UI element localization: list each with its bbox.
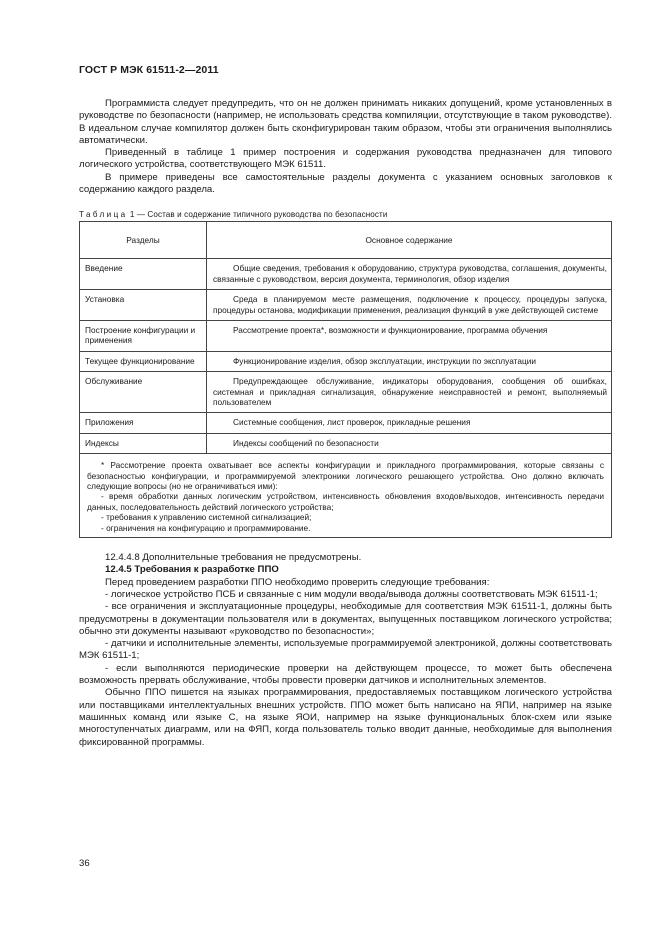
page-number: 36 — [79, 858, 90, 869]
requirement-item: - если выполняются периодические проверки на действующем процессе, то может быть обеспечена возможность прервать обслуживание, чтобы провести проверки датчиков и исполнительных элементов. — [79, 662, 612, 687]
table-header-row — [80, 222, 612, 259]
row-section: Обслуживание — [80, 372, 207, 413]
row-content — [207, 372, 612, 413]
table-note-row — [80, 454, 612, 538]
table-row — [80, 351, 612, 371]
column-header-sections: Разделы — [80, 222, 207, 259]
closing-paragraph: Обычно ППО пишется на языках программирования, предоставляемых поставщиком логического устройства или поставщиками интеллектуальных внешних устройств. ППО может быть написано на ЯПИ, например на языке машинных команд или языке С, на языке ЯОИ, например на языке функциональных блок-схем или языке многоступенчатых диаграмм, или на ФЯП, когда пользователь только вводит данные, необходимые для выполнения фиксированной программы. — [79, 687, 612, 748]
document-page — [79, 64, 612, 749]
row-content-text: Среда в планируемом месте размещения, подключение к процессу, процедуры запуска, процедуры останова, модификации применения, реализация функций в уже действующей системе — [213, 294, 607, 315]
row-content-text: Предупреждающее обслуживание, индикаторы оборудования, сообщения об ошибках, системная и прикладная сигнализация, обнаружение неисправностей и ремонт, выполняемый пользователем — [213, 376, 607, 408]
row-content — [207, 259, 612, 290]
row-section: Установка — [80, 290, 207, 321]
footnote-item: - ограничения на конфигурацию и программирование. — [101, 522, 311, 533]
requirement-item: - все ограничения и эксплуатационные процедуры, необходимые для соответствия МЭК 61511-1, должны быть предусмотрены в документации пользователя или в документах, выпущенных поставщиком логического устройства; обычно эти документы называют «руководство по безопасности»; — [79, 601, 612, 637]
requirements-intro: Перед проведением разработки ППО необходимо проверить следующие требования: — [105, 576, 490, 588]
section-12-4-5 — [79, 552, 612, 749]
table-caption-prefix: Таблица — [79, 210, 128, 220]
row-content — [207, 413, 612, 433]
row-content — [207, 321, 612, 352]
table-row — [80, 372, 612, 413]
intro-paragraph-2: Приведенный в таблице 1 пример построения и содержания руководства предназначен для типового логического устройства, соответствующего МЭК 61511. — [79, 147, 612, 171]
row-section: Индексы — [80, 433, 207, 453]
table-row — [80, 413, 612, 433]
footnote-text: * Рассмотрение проекта охватывает все аспекты конфигурации и прикладного программирования, которые связаны с безопасностью конфигурации, и программируемой электроники логического решающего устройства. Оно должно включать следующие вопросы (но не ограничиваться ими): — [87, 460, 604, 492]
table-row — [80, 290, 612, 321]
intro-paragraph-1: Программиста следует предупредить, что он не должен принимать никаких допущений, кроме установленных в руководстве по безопасности (например, не использовать средства компиляции, отсутствующие в таком руководстве). В идеальном случае компилятор должен быть сконфигурирован таким образом, чтобы эти ограничения выполнялись автоматически. — [79, 98, 612, 146]
row-content-text: Индексы сообщений по безопасности — [233, 437, 379, 448]
column-header-content: Основное содержание — [207, 222, 612, 259]
row-content — [207, 433, 612, 453]
table-row — [80, 433, 612, 453]
footnote-item: - время обработки данных логическим устройством, интенсивность обновления входов/выходов, интенсивность передачи данных, последовательность действий логического устройства; — [87, 491, 604, 512]
clause-heading-12-4-5: 12.4.5 Требования к разработке ППО — [105, 564, 279, 576]
requirement-item: - логическое устройство ПСБ и связанные с ним модули ввода/вывода должны соответствовать МЭК 61511-1; — [105, 588, 598, 600]
row-section: Введение — [80, 259, 207, 290]
row-section: Приложения — [80, 413, 207, 433]
table-row — [80, 321, 612, 352]
row-content — [207, 351, 612, 371]
document-header: ГОСТ Р МЭК 61511-2—2011 — [79, 64, 219, 76]
requirement-item: - датчики и исполнительные элементы, используемые программируемой электроникой, должны соответствовать МЭК 61511-1; — [79, 638, 612, 662]
row-content-text: Рассмотрение проекта*, возможности и функционирование, программа обучения — [233, 325, 548, 335]
table-row — [80, 259, 612, 290]
table-footnote — [80, 454, 612, 538]
row-content-text: Функционирование изделия, обзор эксплуатации, инструкции по эксплуатации — [233, 355, 536, 366]
row-content — [207, 290, 612, 321]
row-content-text: Системные сообщения, лист проверок, прикладные решения — [233, 417, 471, 428]
row-section: Построение конфигурации и применения — [80, 321, 207, 352]
footnote-item: - требования к управлению системной сигнализацией; — [101, 512, 312, 523]
table-caption-text: 1 — Состав и содержание типичного руководства по безопасности — [129, 210, 388, 220]
row-section: Текущее функционирование — [80, 351, 207, 371]
sections-table — [79, 221, 612, 538]
intro-paragraph-3: В примере приведены все самостоятельные разделы документа с указанием основных заголовков к содержанию каждого раздела. — [79, 171, 612, 196]
row-content-text: Общие сведения, требования к оборудованию, структура руководства, соглашения, документы, связанные с руководством, версия документа, терминология, обзор изделия — [213, 263, 607, 284]
clause-12-4-4-8: 12.4.4.8 Дополнительные требования не предусмотрены. — [105, 552, 362, 564]
table-caption — [79, 210, 612, 219]
